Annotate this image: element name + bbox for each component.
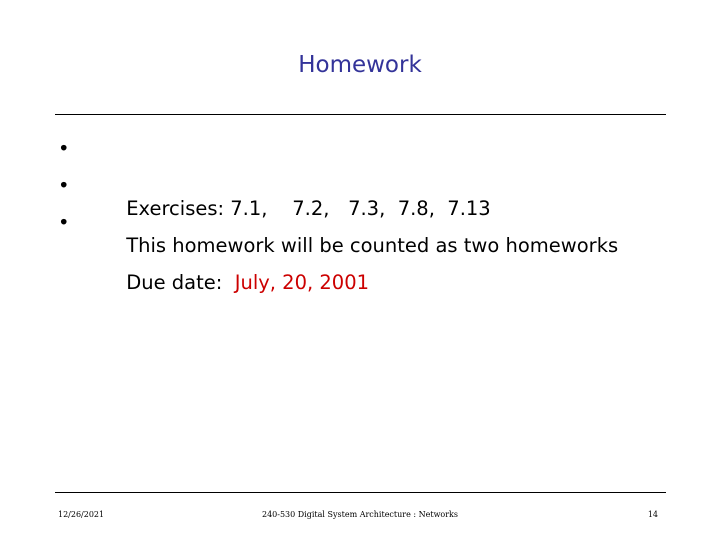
slide-title: Homework <box>298 52 422 78</box>
bullet-dot-icon: • <box>58 211 70 234</box>
footer-date: 12/26/2021 <box>58 510 105 519</box>
bullet-list <box>58 134 678 294</box>
footer-page-number: 14 <box>647 510 658 519</box>
bullet-dot-icon: • <box>58 137 70 160</box>
bullet-text: This homework will be counted as two homeworks <box>126 234 619 257</box>
footer-divider <box>55 492 666 493</box>
bullet-dot-icon: • <box>58 174 70 197</box>
bullet-text: Exercises: 7.1, 7.2, 7.3, 7.8, 7.13 <box>126 197 491 220</box>
footer-course: 240-530 Digital System Architecture : Networks <box>261 510 459 519</box>
title-divider <box>55 114 666 115</box>
due-date-value: July, 20, 2001 <box>234 271 370 294</box>
bullet-text: Due date: <box>126 271 235 294</box>
bullet-item-exercises <box>58 134 678 220</box>
